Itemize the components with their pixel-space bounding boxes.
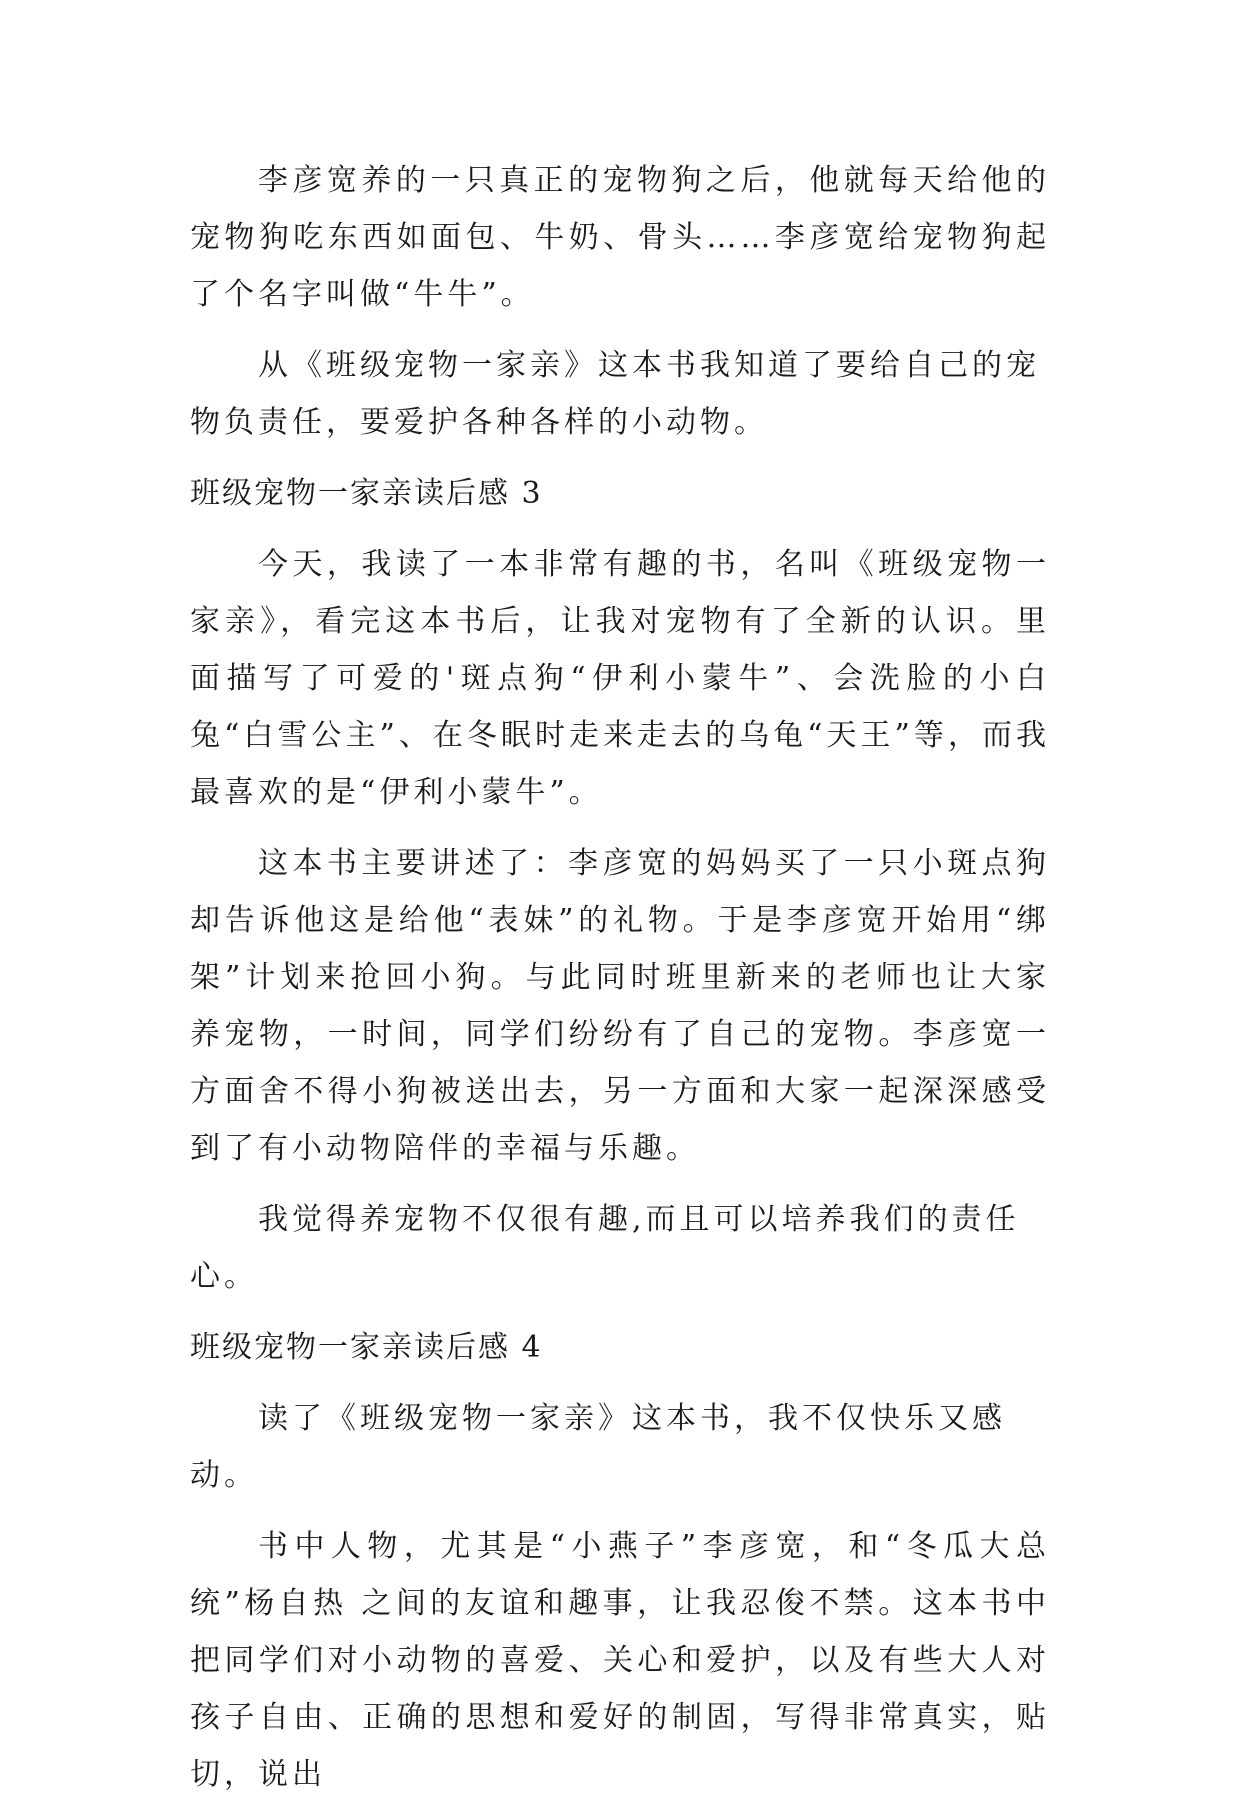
- paragraph: 读了《班级宠物一家亲》这本书，我不仅快乐又感动。: [190, 1401, 1006, 1493]
- section-heading: 班级宠物一家亲读后感 4: [190, 1330, 543, 1365]
- document-body: [190, 152, 1050, 1817]
- paragraph: 今天，我读了一本非常有趣的书，名叫《班级宠物一家亲》，看完这本书后，让我对宠物有了全新的认识。里面描写了可爱的'斑点狗“伊利小蒙牛”、会洗脸的小白兔“白雪公主”、在冬眠时走来走去的乌龟“天王”等，而我最喜欢的是“伊利小蒙牛”。: [190, 547, 1050, 810]
- paragraph: 这本书主要讲述了：李彦宽的妈妈买了一只小斑点狗却告诉他这是给他“表妹”的礼物。于是李彦宽开始用“绑架”计划来抢回小狗。与此同时班里新来的老师也让大家养宠物，一时间，同学们纷纷有了自己的宠物。李彦宽一方面舍不得小狗被送出去，另一方面和大家一起深深感受到了有小动物陪伴的幸福与乐趣。: [190, 846, 1050, 1166]
- paragraph: 书中人物，尤其是“小燕子”李彦宽，和“冬瓜大总统”杨自热 之间的友谊和趣事，让我忍俊不禁。这本书中把同学们对小动物的喜爱、关心和爱护，以及有些大人对孩子自由、正确的思想和爱好的制固，写得非常真实，贴切，说出: [190, 1529, 1050, 1792]
- paragraph: 我觉得养宠物不仅很有趣,而且可以培养我们的责任心。: [190, 1202, 1020, 1294]
- section-heading: 班级宠物一家亲读后感 3: [190, 476, 543, 511]
- paragraph: 李彦宽养的一只真正的宠物狗之后，他就每天给他的宠物狗吃东西如面包、牛奶、骨头……李彦宽给宠物狗起了个名字叫做“牛牛”。: [190, 163, 1050, 312]
- paragraph: 从《班级宠物一家亲》这本书我知道了要给自己的宠物负责任，要爱护各种各样的小动物。: [190, 348, 1040, 440]
